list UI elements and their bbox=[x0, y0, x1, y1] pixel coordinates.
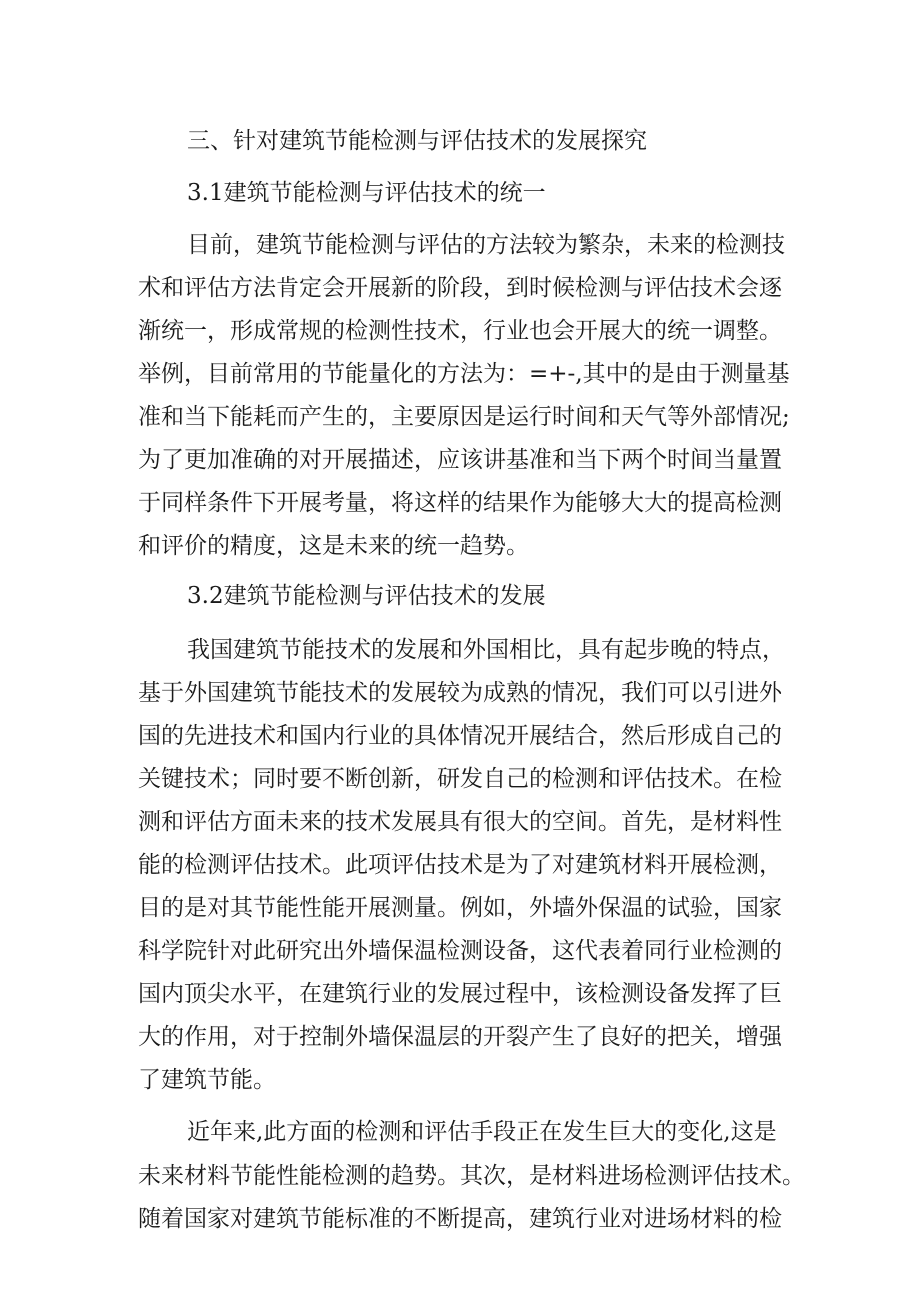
paragraph-line: 国的先进技术和国内行业的具体情况开展结合，然后形成自己的 bbox=[138, 723, 782, 749]
paragraph-line: 国内顶尖水平，在建筑行业的发展过程中，该检测设备发挥了巨 bbox=[138, 981, 782, 1007]
paragraph-line: 渐统一，形成常规的检测性技术，行业也会开展大的统一调整。 bbox=[138, 318, 782, 344]
paragraph-line: 测和评估方面未来的技术发展具有很大的空间。首先，是材料性 bbox=[138, 809, 782, 835]
paragraph-line: 举例，目前常用的节能量化的方法为：=+-,其中的是由于测量基 bbox=[138, 361, 790, 387]
paragraph-line: 未来材料节能性能检测的趋势。其次，是材料进场检测评估技术。 bbox=[138, 1163, 805, 1189]
paragraph-line: 关键技术；同时要不断创新，研发自己的检测和评估技术。在检 bbox=[138, 766, 782, 792]
paragraph-line: 能的检测评估技术。此项评估技术是为了对建筑材料开展检测， bbox=[138, 852, 782, 878]
paragraph-line: 术和评估方法肯定会开展新的阶段，到时候检测与评估技术会逐 bbox=[138, 275, 782, 301]
subsection-heading-3-2: 3.2建筑节能检测与评估技术的发展 bbox=[187, 583, 546, 609]
paragraph-line: 了建筑节能。 bbox=[138, 1067, 276, 1093]
paragraph-line: 于同样条件下开展考量，将这样的结果作为能够大大的提高检测 bbox=[138, 490, 782, 516]
section-heading: 三、针对建筑节能检测与评估技术的发展探究 bbox=[187, 128, 647, 154]
paragraph-line: 基于外国建筑节能技术的发展较为成熟的情况，我们可以引进外 bbox=[138, 680, 782, 706]
paragraph-line: 为了更加准确的对开展描述，应该讲基准和当下两个时间当量置 bbox=[138, 447, 782, 473]
paragraph-line: 目前，建筑节能检测与评估的方法较为繁杂，未来的检测技 bbox=[187, 232, 785, 258]
paragraph-line: 准和当下能耗而产生的，主要原因是运行时间和天气等外部情况; bbox=[138, 404, 790, 430]
paragraph-line: 大的作用，对于控制外墙保温层的开裂产生了良好的把关，增强 bbox=[138, 1024, 782, 1050]
paragraph-line: 目的是对其节能性能开展测量。例如，外墙外保温的试验，国家 bbox=[138, 895, 782, 921]
paragraph-line: 和评价的精度，这是未来的统一趋势。 bbox=[138, 533, 529, 559]
paragraph-line: 我国建筑节能技术的发展和外国相比，具有起步晚的特点， bbox=[187, 637, 785, 663]
paragraph-line: 随着国家对建筑节能标准的不断提高，建筑行业对进场材料的检 bbox=[138, 1206, 782, 1232]
subsection-heading-3-1: 3.1建筑节能检测与评估技术的统一 bbox=[187, 180, 546, 206]
paragraph-line: 科学院针对此研究出外墙保温检测设备，这代表着同行业检测的 bbox=[138, 938, 782, 964]
paragraph-line: 近年来,此方面的检测和评估手段正在发生巨大的变化,这是 bbox=[187, 1119, 777, 1145]
